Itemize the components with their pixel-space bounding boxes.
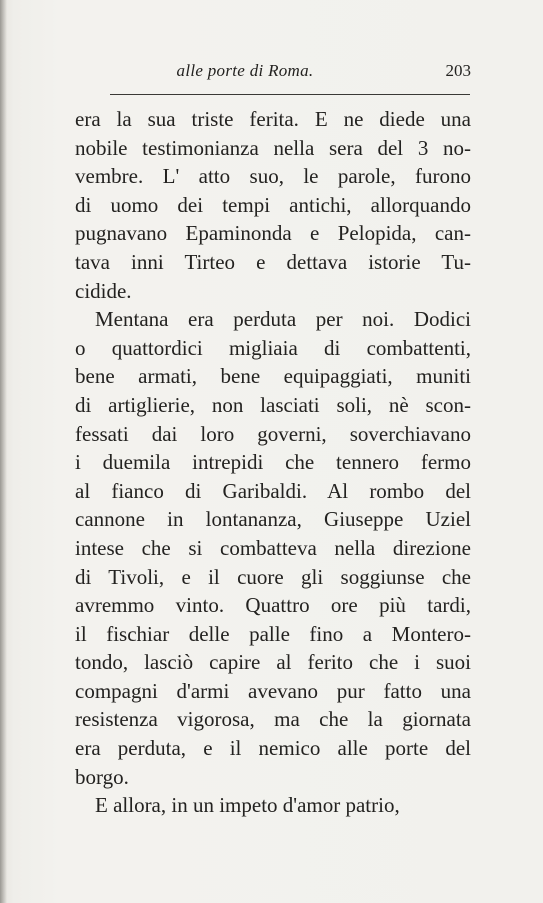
text-line: tava inni Tirteo e dettava istorie Tu- [75, 249, 471, 274]
text-line: borgo. [75, 764, 129, 789]
text-line: tondo, lasciò capire al ferito che i suoi [75, 650, 471, 675]
text-line: il fischiar delle palle fino a Montero- [75, 621, 471, 646]
running-title: alle porte di Roma. [176, 61, 314, 80]
text-line: vembre. L' atto suo, le parole, furono [75, 164, 471, 189]
text-line: fessati dai loro governi, soverchiavano [75, 421, 471, 446]
text-line: cannone in lontananza, Giuseppe Uziel [75, 507, 471, 532]
body-text [75, 105, 471, 820]
text-line: compagni d'armi avevano pur fatto una [75, 678, 471, 703]
text-line: intese che si combatteva nella direzione [75, 535, 471, 560]
text-line: di uomo dei tempi antichi, allorquando [75, 192, 471, 217]
text-line: resistenza vigorosa, ma che la giornata [75, 707, 471, 732]
text-line: al fianco di Garibaldi. Al rombo del [75, 478, 471, 503]
text-line: nobile testimonianza nella sera del 3 no- [75, 135, 471, 160]
text-line: pugnavano Epaminonda e Pelopida, can- [75, 221, 471, 246]
text-line: i duemila intrepidi che tennero fermo [75, 450, 471, 475]
paragraph-start-line: E allora, in un impeto d'amor patrio, [95, 793, 400, 818]
text-line: di artiglierie, non lasciati soli, nè scon- [75, 392, 471, 417]
text-line: cidide. [75, 278, 132, 303]
page-header [75, 59, 471, 83]
paragraph-start-line: Mentana era perduta per noi. Dodici [95, 307, 471, 332]
header-rule [110, 94, 470, 95]
text-line: era la sua triste ferita. E ne diede una [75, 107, 471, 131]
text-line: o quattordici migliaia di combattenti, [75, 335, 471, 360]
page-binding-edge [0, 0, 7, 903]
page-number: 203 [445, 61, 471, 80]
text-line: era perduta, e il nemico alle porte del [75, 736, 471, 761]
text-line: di Tivoli, e il cuore gli soggiunse che [75, 564, 471, 589]
text-line: avremmo vinto. Quattro ore più tardi, [75, 593, 471, 618]
text-line: bene armati, bene equipaggiati, muniti [75, 364, 471, 389]
